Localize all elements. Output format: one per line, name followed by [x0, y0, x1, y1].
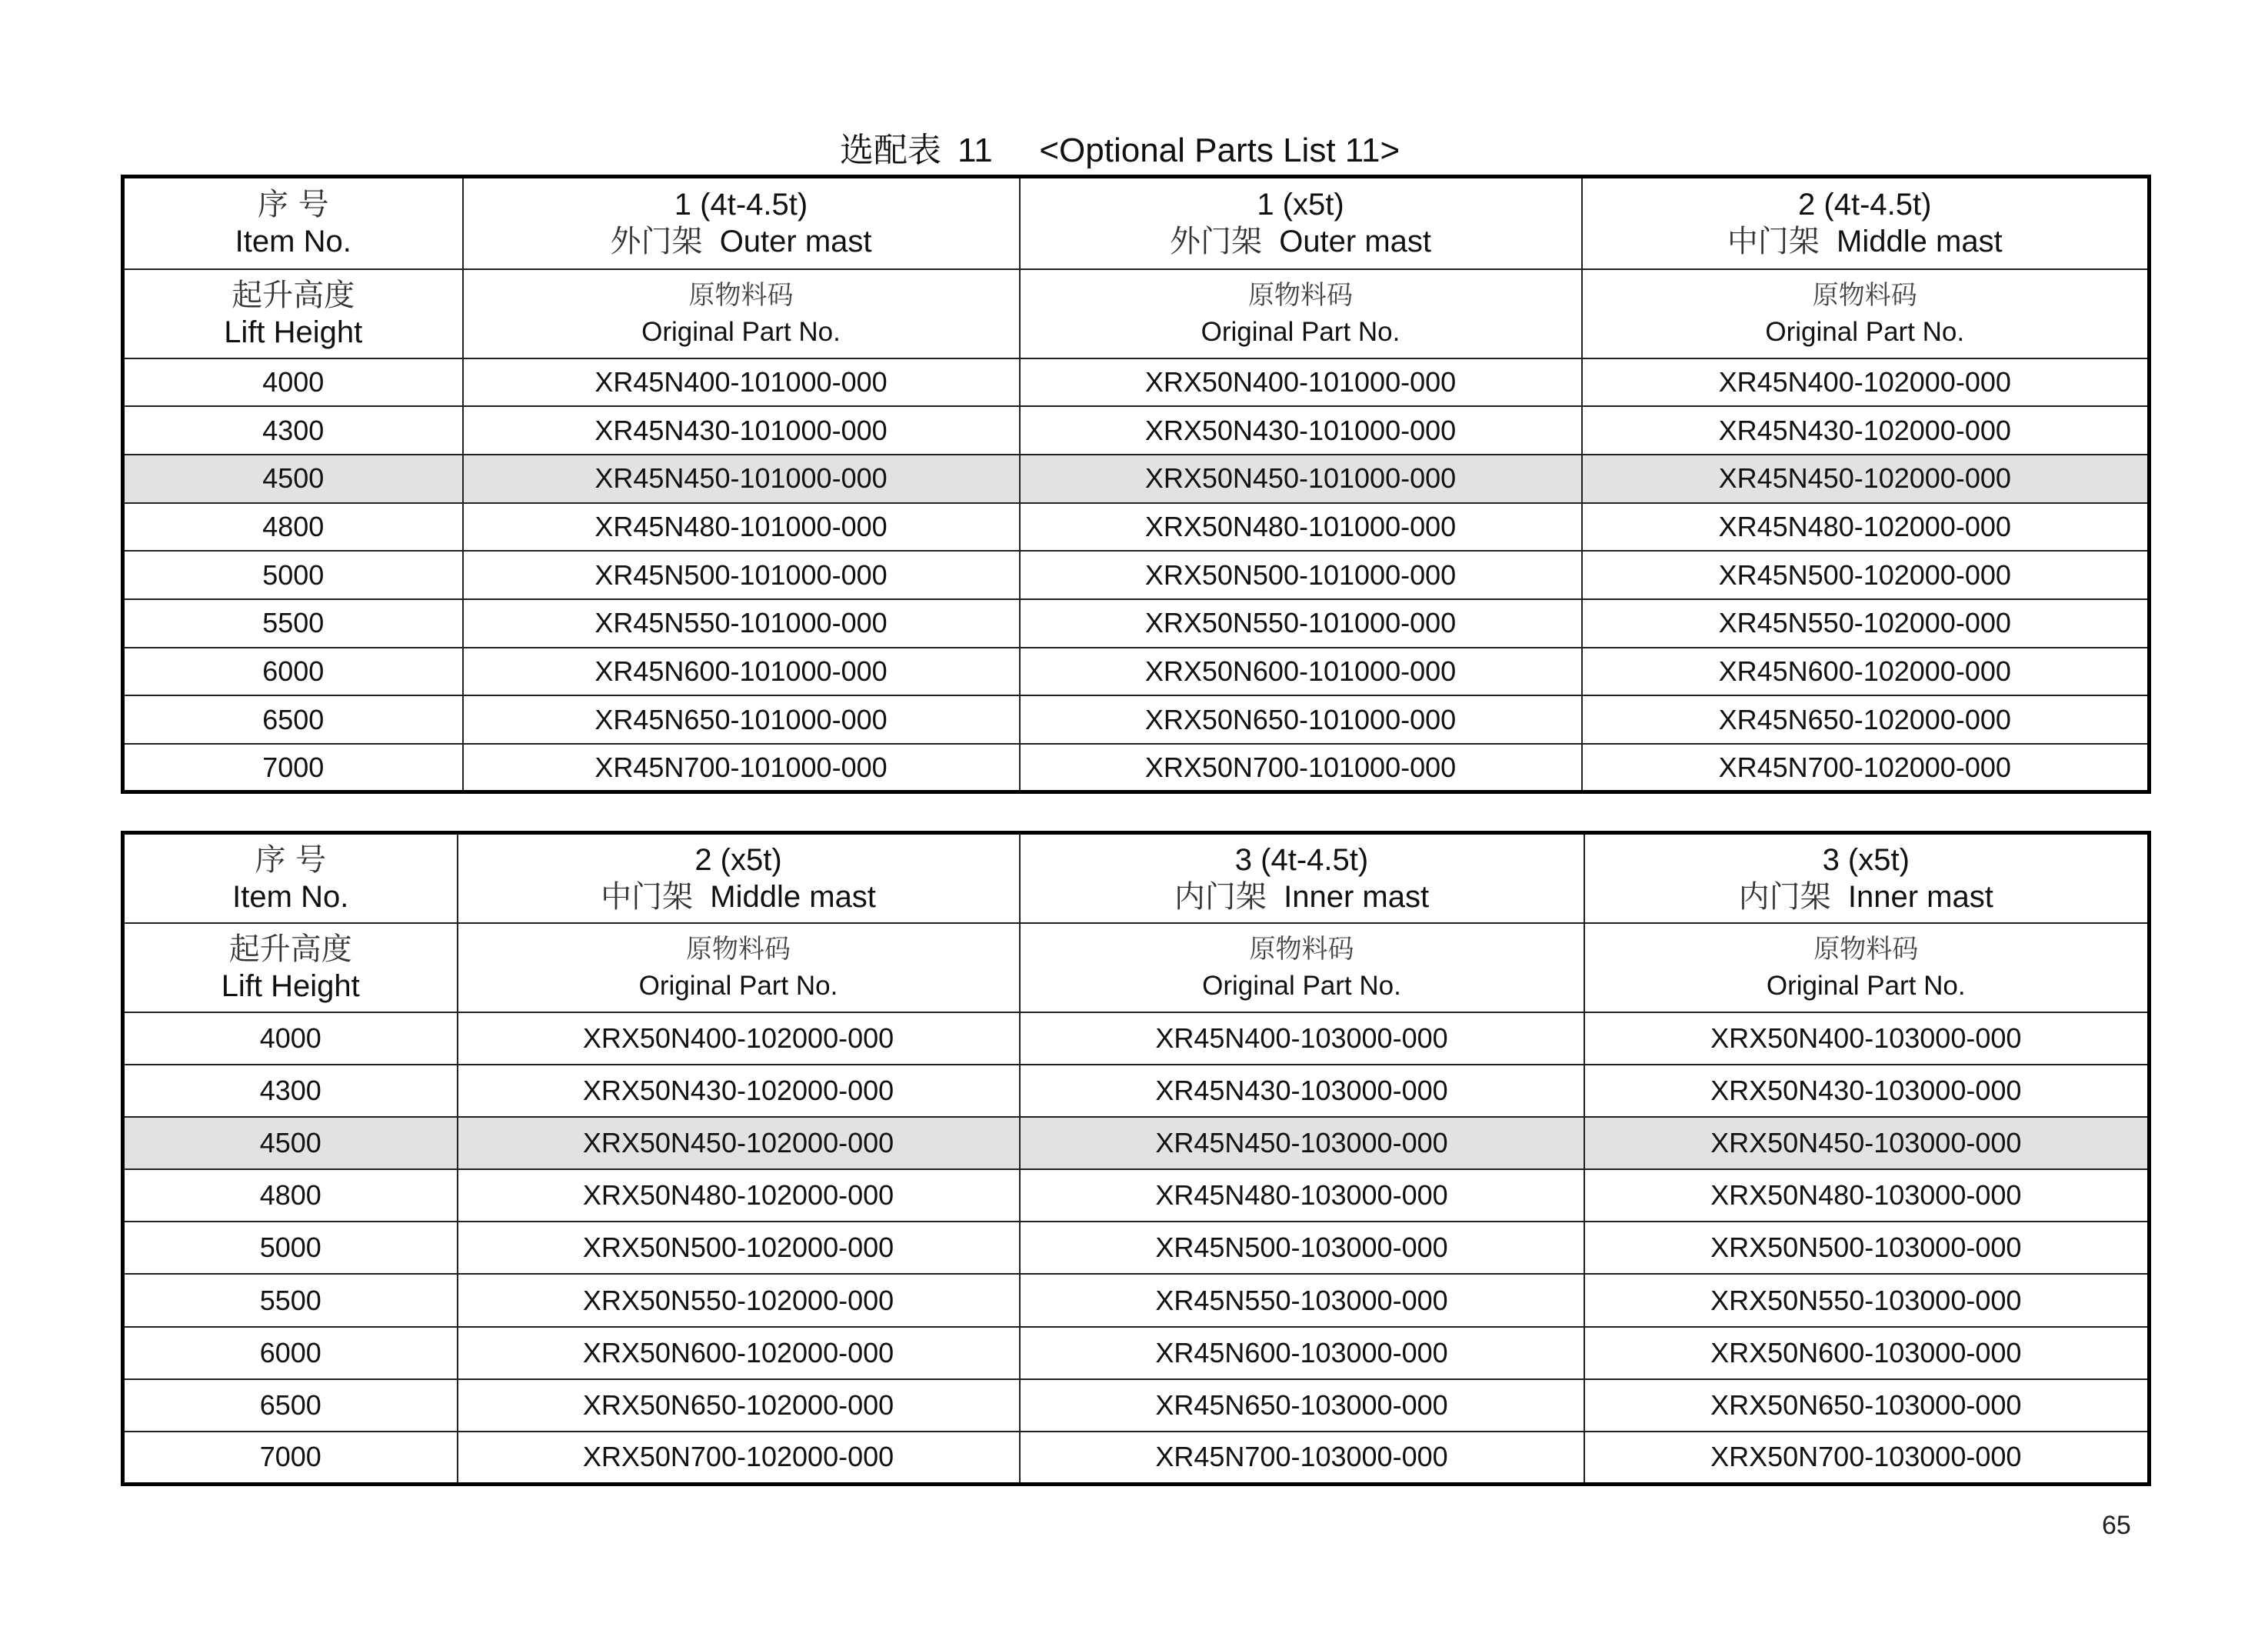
- part-number-cell: XRX50N550-103000-000: [1584, 1274, 2150, 1326]
- item-no-en: Item No.: [235, 225, 351, 259]
- part-number-cell: XRX50N430-102000-000: [458, 1065, 1020, 1117]
- part-number-cell: XRX50N650-101000-000: [1020, 695, 1582, 744]
- part-number-cell: XR45N480-101000-000: [463, 503, 1020, 552]
- column-item: 2 (x5t): [694, 842, 782, 877]
- page-title: [840, 129, 1400, 172]
- page-number: 65: [2102, 1511, 2131, 1540]
- column-name: [1583, 223, 2148, 260]
- part-number-cell: XR45N600-103000-000: [1020, 1327, 1584, 1379]
- parts-table-1-body: [123, 177, 2150, 792]
- part-number-cell: XR45N600-102000-000: [1582, 648, 2150, 696]
- column-name-en: Outer mast: [719, 225, 872, 259]
- header-row-lift: [123, 269, 2150, 358]
- column-item: 1 (4t-4.5t): [674, 188, 808, 222]
- part-number-cell: XRX50N600-103000-000: [1584, 1327, 2150, 1379]
- part-number-cell: XRX50N550-102000-000: [458, 1274, 1020, 1326]
- original-part-en: Original Part No.: [638, 970, 838, 1001]
- column-header: [1020, 833, 1584, 923]
- part-number-cell: XR45N450-102000-000: [1582, 455, 2150, 503]
- table-row: [123, 551, 2150, 599]
- lift-height-cell: 4000: [123, 1012, 458, 1065]
- lift-height-cell: 7000: [123, 1432, 458, 1484]
- table-row: [123, 1327, 2150, 1379]
- column-name-cn: 外门架: [610, 224, 703, 260]
- column-name: [464, 223, 1019, 260]
- column-name: [1021, 878, 1584, 915]
- part-number-cell: XRX50N700-102000-000: [458, 1432, 1020, 1484]
- part-number-cell: XR45N400-101000-000: [463, 358, 1020, 407]
- part-number-cell: XRX50N500-103000-000: [1584, 1222, 2150, 1274]
- part-number-cell: XR45N480-103000-000: [1020, 1169, 1584, 1222]
- part-number-cell: XRX50N600-102000-000: [458, 1327, 1020, 1379]
- part-number-cell: XRX50N480-101000-000: [1020, 503, 1582, 552]
- original-part-header: [463, 269, 1020, 358]
- column-header: [458, 833, 1020, 923]
- column-name: [1021, 223, 1581, 260]
- original-part-header: [1584, 923, 2150, 1012]
- table-row: [123, 599, 2150, 648]
- original-part-cn: 原物料码: [688, 279, 794, 311]
- part-number-cell: XRX50N400-101000-000: [1020, 358, 1582, 407]
- table-row: [123, 455, 2150, 503]
- original-part-header: [1020, 923, 1584, 1012]
- part-number-cell: XRX50N450-101000-000: [1020, 455, 1582, 503]
- lift-height-cell: 5000: [123, 1222, 458, 1274]
- lift-height-cell: 6000: [123, 1327, 458, 1379]
- lift-height-cell: 4800: [123, 503, 463, 552]
- part-number-cell: XRX50N600-101000-000: [1020, 648, 1582, 696]
- parts-table-1: [121, 175, 2151, 794]
- part-number-cell: XRX50N550-101000-000: [1020, 599, 1582, 648]
- lift-height-cn: 起升高度: [228, 931, 352, 967]
- item-no-header: [123, 833, 458, 923]
- original-part-en: Original Part No.: [1201, 316, 1400, 347]
- part-number-cell: XR45N700-103000-000: [1020, 1432, 1584, 1484]
- table-row: [123, 1274, 2150, 1326]
- part-number-cell: XR45N450-101000-000: [463, 455, 1020, 503]
- header-row-item: [123, 177, 2150, 269]
- column-header: [1020, 177, 1582, 269]
- column-header: [1582, 177, 2150, 269]
- part-number-cell: XRX50N480-103000-000: [1584, 1169, 2150, 1222]
- lift-height-en: Lift Height: [221, 968, 360, 1003]
- lift-height-en: Lift Height: [224, 315, 363, 349]
- header-row-lift: [123, 923, 2150, 1012]
- original-part-en: Original Part No.: [1766, 970, 1966, 1001]
- part-number-cell: XRX50N430-101000-000: [1020, 406, 1582, 455]
- part-number-cell: XRX50N700-101000-000: [1020, 744, 1582, 792]
- part-number-cell: XRX50N430-103000-000: [1584, 1065, 2150, 1117]
- part-number-cell: XRX50N400-102000-000: [458, 1012, 1020, 1065]
- lift-height-cell: 4500: [123, 1117, 458, 1169]
- header-row-item: [123, 833, 2150, 923]
- lift-height-header: [123, 923, 458, 1012]
- column-name: [458, 878, 1019, 915]
- part-number-cell: XR45N650-103000-000: [1020, 1379, 1584, 1432]
- table-row: [123, 1379, 2150, 1432]
- table-row: [123, 695, 2150, 744]
- original-part-cn: 原物料码: [1812, 279, 1917, 311]
- item-no-cn: 序 号: [255, 842, 327, 878]
- part-number-cell: XRX50N500-102000-000: [458, 1222, 1020, 1274]
- lift-height-cell: 6000: [123, 648, 463, 696]
- part-number-cell: XRX50N480-102000-000: [458, 1169, 1020, 1222]
- table-row: [123, 406, 2150, 455]
- parts-table-2: [121, 831, 2151, 1486]
- original-part-en: Original Part No.: [1202, 970, 1401, 1001]
- lift-height-cell: 5000: [123, 551, 463, 599]
- item-no-header: [123, 177, 463, 269]
- column-name-en: Middle mast: [710, 879, 876, 914]
- table-row: [123, 1012, 2150, 1065]
- part-number-cell: XR45N700-102000-000: [1582, 744, 2150, 792]
- table-row: [123, 358, 2150, 407]
- column-name-cn: 外门架: [1169, 224, 1262, 260]
- column-name: [1585, 878, 2148, 915]
- column-item: 1 (x5t): [1257, 188, 1344, 222]
- item-no-cn: 序 号: [257, 187, 329, 223]
- table-row: [123, 648, 2150, 696]
- original-part-header: [1020, 269, 1582, 358]
- part-number-cell: XR45N650-102000-000: [1582, 695, 2150, 744]
- parts-table-2-body: [123, 833, 2150, 1485]
- lift-height-cell: 5500: [123, 599, 463, 648]
- column-name-cn: 中门架: [601, 878, 694, 915]
- part-number-cell: XR45N650-101000-000: [463, 695, 1020, 744]
- column-name-en: Inner mast: [1284, 879, 1430, 914]
- part-number-cell: XRX50N500-101000-000: [1020, 551, 1582, 599]
- part-number-cell: XR45N400-103000-000: [1020, 1012, 1584, 1065]
- lift-height-cell: 4500: [123, 455, 463, 503]
- part-number-cell: XRX50N450-102000-000: [458, 1117, 1020, 1169]
- original-part-cn: 原物料码: [686, 933, 791, 965]
- column-name-en: Inner mast: [1847, 879, 1993, 914]
- table-row: [123, 1117, 2150, 1169]
- part-number-cell: XR45N500-102000-000: [1582, 551, 2150, 599]
- original-part-header: [458, 923, 1020, 1012]
- table-row: [123, 503, 2150, 552]
- part-number-cell: XR45N550-103000-000: [1020, 1274, 1584, 1326]
- original-part-cn: 原物料码: [1813, 933, 1919, 965]
- lift-height-cell: 4000: [123, 358, 463, 407]
- part-number-cell: XR45N500-103000-000: [1020, 1222, 1584, 1274]
- column-name-en: Middle mast: [1837, 225, 2003, 259]
- original-part-cn: 原物料码: [1249, 933, 1354, 965]
- column-name-cn: 内门架: [1738, 878, 1831, 915]
- column-item: 3 (x5t): [1822, 842, 1910, 877]
- table-row: [123, 1222, 2150, 1274]
- table-row: [123, 744, 2150, 792]
- part-number-cell: XRX50N450-103000-000: [1584, 1117, 2150, 1169]
- lift-height-cell: 5500: [123, 1274, 458, 1326]
- table-row: [123, 1432, 2150, 1484]
- part-number-cell: XRX50N700-103000-000: [1584, 1432, 2150, 1484]
- part-number-cell: XR45N550-102000-000: [1582, 599, 2150, 648]
- original-part-en: Original Part No.: [1765, 316, 1965, 347]
- lift-height-cell: 4300: [123, 406, 463, 455]
- column-name-en: Outer mast: [1279, 225, 1432, 259]
- part-number-cell: XRX50N650-103000-000: [1584, 1379, 2150, 1432]
- part-number-cell: XR45N600-101000-000: [463, 648, 1020, 696]
- part-number-cell: XR45N550-101000-000: [463, 599, 1020, 648]
- page-title-number: 11: [957, 132, 993, 169]
- lift-height-cell: 6500: [123, 695, 463, 744]
- page-title-cn: 选配表: [840, 131, 941, 170]
- lift-height-cell: 4300: [123, 1065, 458, 1117]
- part-number-cell: XRX50N650-102000-000: [458, 1379, 1020, 1432]
- part-number-cell: XR45N500-101000-000: [463, 551, 1020, 599]
- part-number-cell: XR45N430-101000-000: [463, 406, 1020, 455]
- part-number-cell: XR45N450-103000-000: [1020, 1117, 1584, 1169]
- table-row: [123, 1065, 2150, 1117]
- lift-height-cell: 7000: [123, 744, 463, 792]
- original-part-header: [1582, 269, 2150, 358]
- column-name-cn: 中门架: [1727, 224, 1820, 260]
- original-part-cn: 原物料码: [1248, 279, 1353, 311]
- item-no-en: Item No.: [232, 879, 349, 914]
- lift-height-cell: 4800: [123, 1169, 458, 1222]
- part-number-cell: XR45N480-102000-000: [1582, 503, 2150, 552]
- page-title-en: <Optional Parts List 11>: [1039, 132, 1400, 169]
- column-name-cn: 内门架: [1174, 878, 1267, 915]
- column-header: [463, 177, 1020, 269]
- part-number-cell: XR45N430-103000-000: [1020, 1065, 1584, 1117]
- column-item: 3 (4t-4.5t): [1234, 842, 1369, 877]
- part-number-cell: XR45N430-102000-000: [1582, 406, 2150, 455]
- lift-height-cell: 6500: [123, 1379, 458, 1432]
- original-part-en: Original Part No.: [641, 316, 841, 347]
- lift-height-cn: 起升高度: [231, 277, 355, 313]
- column-header: [1584, 833, 2150, 923]
- part-number-cell: XR45N700-101000-000: [463, 744, 1020, 792]
- part-number-cell: XRX50N400-103000-000: [1584, 1012, 2150, 1065]
- column-item: 2 (4t-4.5t): [1798, 188, 1932, 222]
- part-number-cell: XR45N400-102000-000: [1582, 358, 2150, 407]
- lift-height-header: [123, 269, 463, 358]
- table-row: [123, 1169, 2150, 1222]
